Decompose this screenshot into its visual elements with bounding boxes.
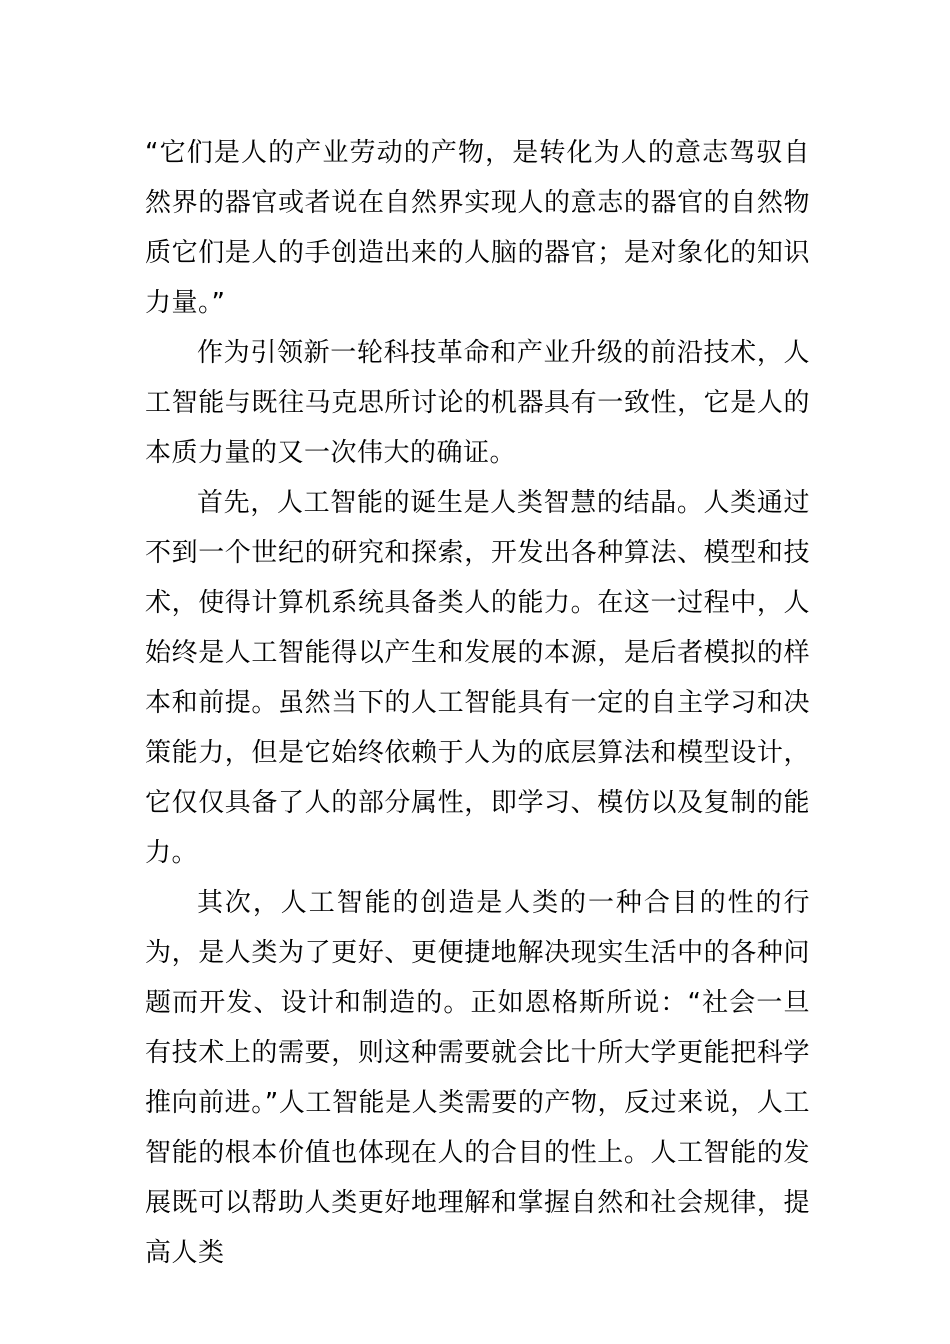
quote-paragraph: “它们是人的产业劳动的产物，是转化为人的意志驾驭自然界的器官或者说在自然界实现人的意志的器官的自然物质它们是人的手创造出来的人脑的器官；是对象化的知识力量。” xyxy=(145,138,810,318)
paragraph-ai-confirmation: 作为引领新一轮科技革命和产业升级的前沿技术，人工智能与既往马克思所讨论的机器具有一致性，它是人的本质力量的又一次伟大的确证。 xyxy=(145,338,810,468)
body-text xyxy=(145,128,810,1278)
paragraph-second-point: 其次，人工智能的创造是人类的一种合目的性的行为，是人类为了更好、更便捷地解决现实生活中的各种问题而开发、设计和制造的。正如恩格斯所说：“社会一旦有技术上的需要，则这种需要就会比十所大学更能把科学推向前进。”人工智能是人类需要的产物，反过来说，人工智能的根本价值也体现在人的合目的性上。人工智能的发展既可以帮助人类更好地理解和掌握自然和社会规律，提高人类 xyxy=(145,888,810,1268)
paragraph-first-point: 首先，人工智能的诞生是人类智慧的结晶。人类通过不到一个世纪的研究和探索，开发出各种算法、模型和技术，使得计算机系统具备类人的能力。在这一过程中，人始终是人工智能得以产生和发展的本源，是后者模拟的样本和前提。虽然当下的人工智能具有一定的自主学习和决策能力，但是它始终依赖于人为的底层算法和模型设计，它仅仅具备了人的部分属性，即学习、模仿以及复制的能力。 xyxy=(145,488,810,868)
